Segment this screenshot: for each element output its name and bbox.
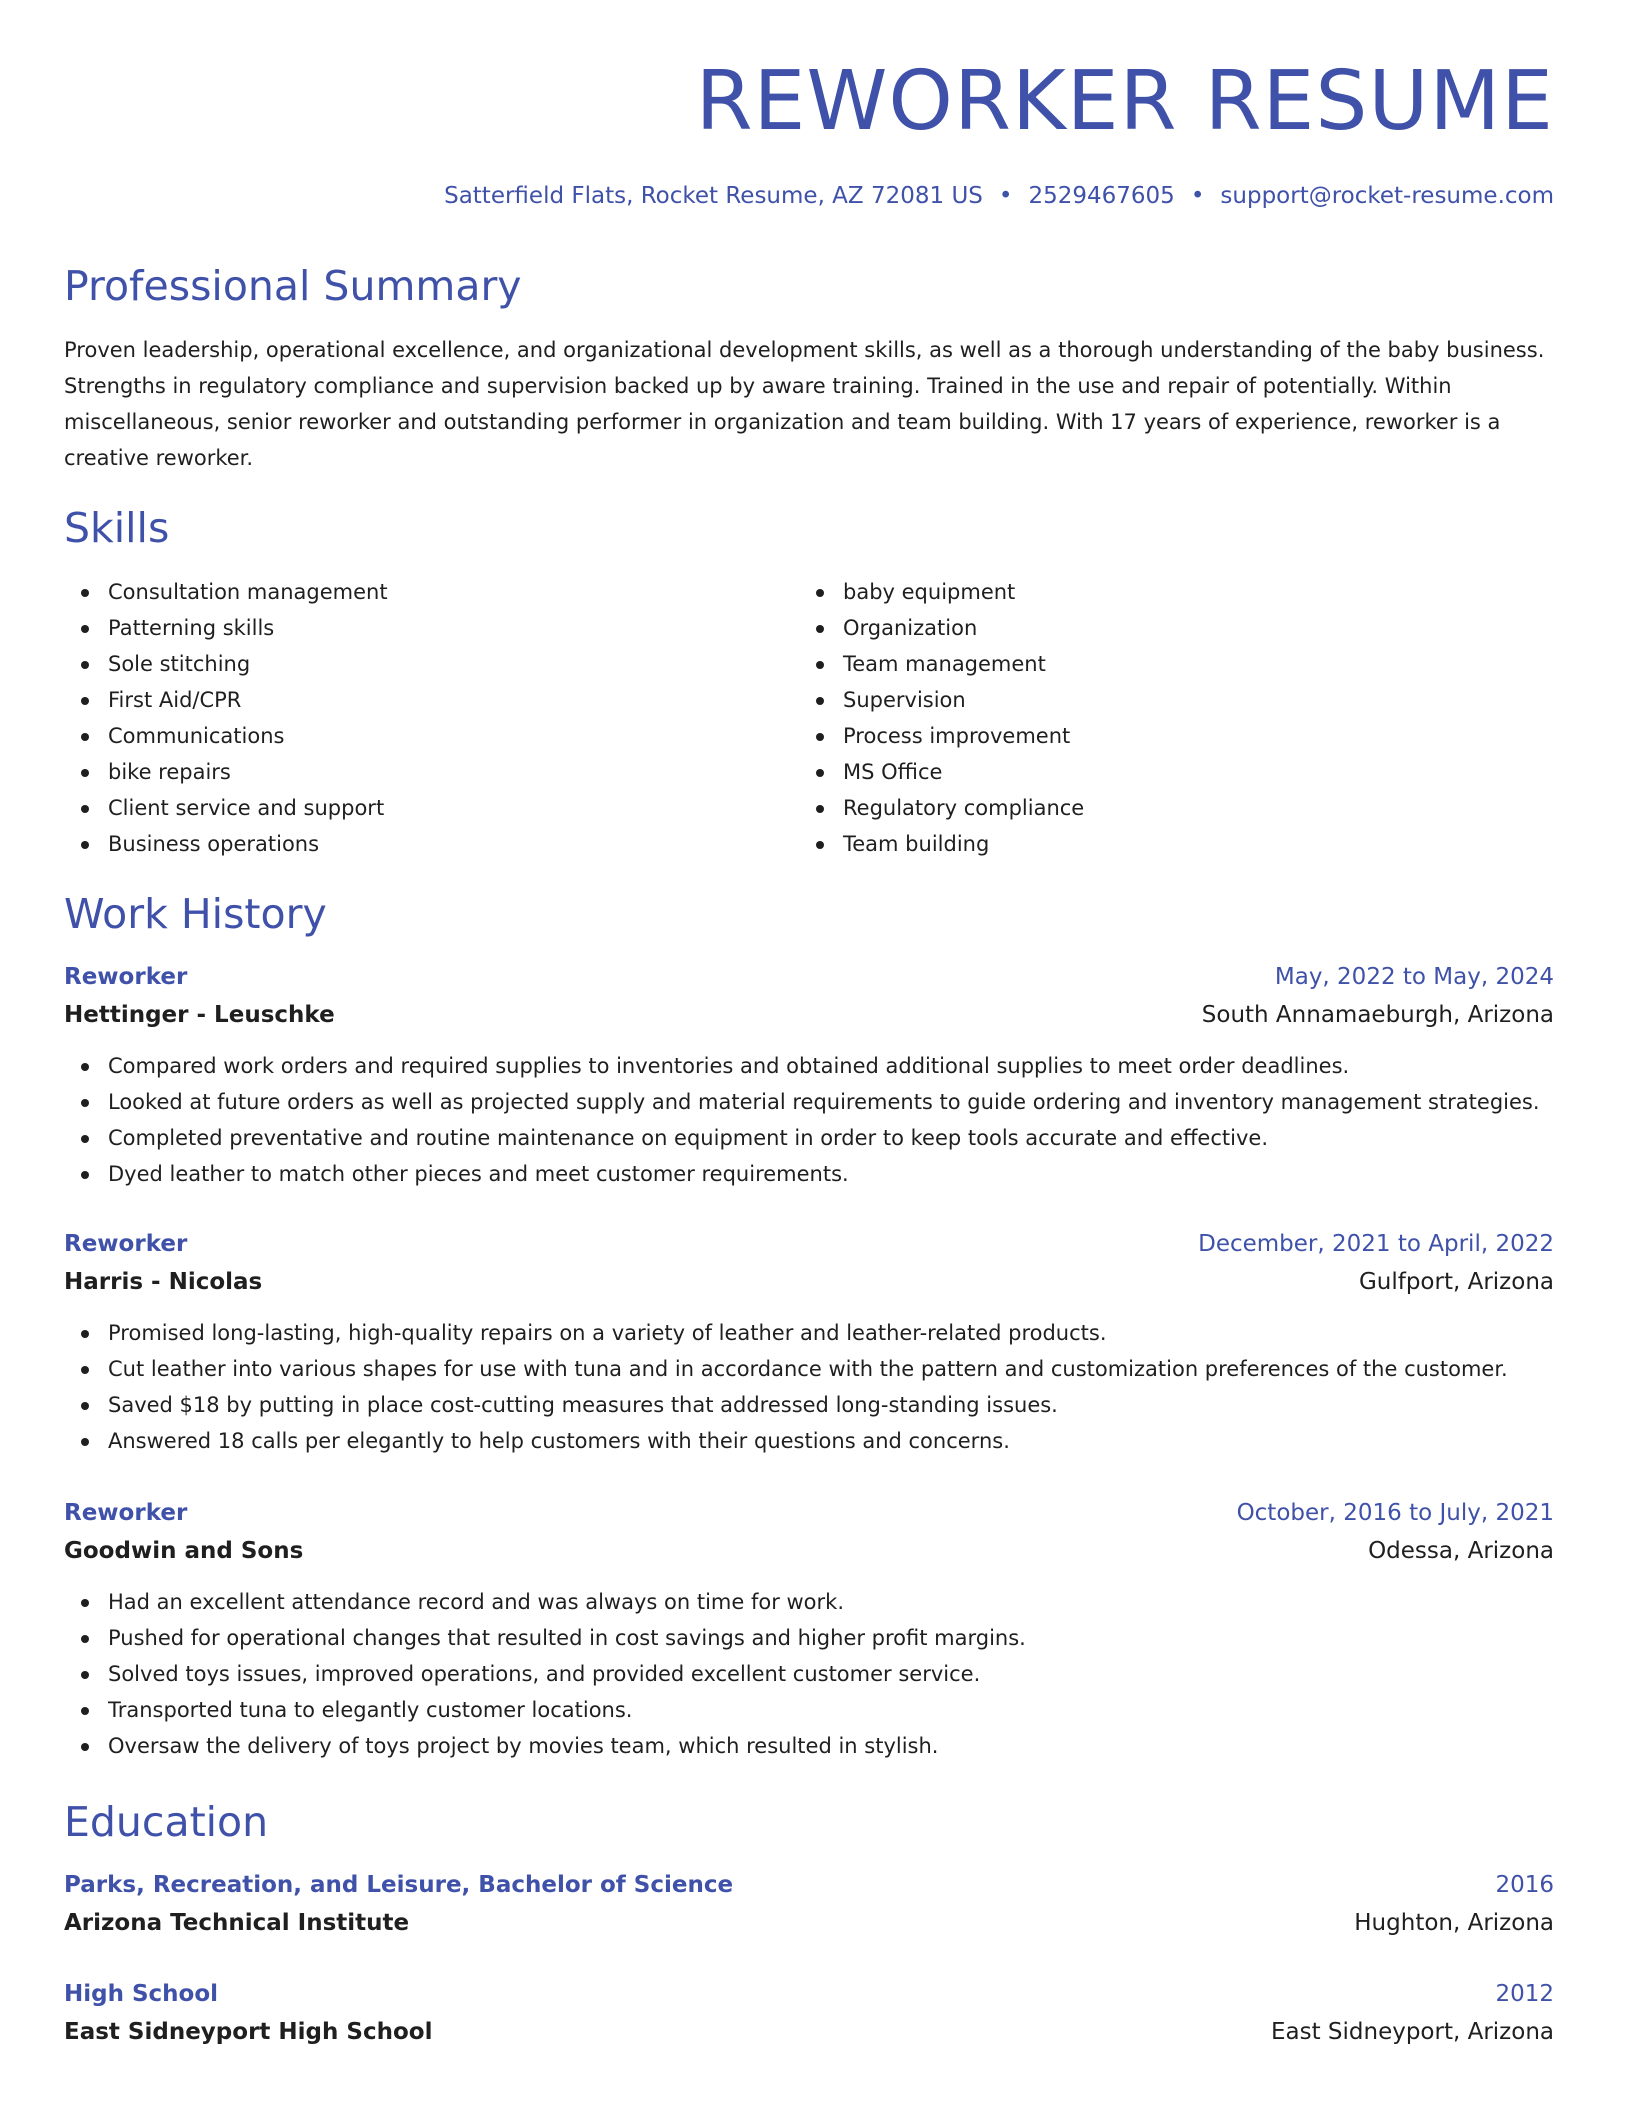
duty-item: Answered 18 calls per elegantly to help customers with their questions and concerns.: [64, 1423, 1554, 1459]
school-location: East Sidneyport, Arizona: [1270, 2019, 1554, 2045]
graduation-year: 2012: [1495, 1981, 1554, 2007]
skill-item: MS Office: [799, 754, 1084, 790]
duty-item: Completed preventative and routine maintenance on equipment in order to keep tools accurate and effective.: [64, 1120, 1554, 1156]
skill-item: Business operations: [64, 826, 388, 862]
skill-item: baby equipment: [799, 574, 1084, 610]
job-title: Reworker: [64, 1231, 188, 1257]
duty-item: Compared work orders and required supplies to inventories and obtained additional supplies to meet order deadlines.: [64, 1048, 1554, 1084]
job-location: Gulfport, Arizona: [1358, 1269, 1554, 1295]
contact-separator: •: [1190, 183, 1205, 209]
duty-item: Dyed leather to match other pieces and meet customer requirements.: [64, 1156, 1554, 1192]
job-entry: [64, 1225, 1554, 1459]
skill-item: Sole stitching: [64, 646, 388, 682]
graduation-year: 2016: [1495, 1872, 1554, 1898]
job-entry: [64, 958, 1554, 1192]
job-duties: [64, 1584, 1554, 1764]
duty-item: Pushed for operational changes that resulted in cost savings and higher profit margins.: [64, 1620, 1554, 1656]
school-location: Hughton, Arizona: [1354, 1910, 1554, 1936]
skill-item: bike repairs: [64, 754, 388, 790]
skill-item: Consultation management: [64, 574, 388, 610]
job-company: Goodwin and Sons: [64, 1538, 304, 1564]
education-heading: Education: [64, 1798, 269, 1846]
duty-item: Cut leather into various shapes for use with tuna and in accordance with the pattern and customization preferences of the customer.: [64, 1351, 1554, 1387]
job-dates: May, 2022 to May, 2024: [1274, 964, 1554, 990]
job-dates: October, 2016 to July, 2021: [1236, 1500, 1554, 1526]
school-name: East Sidneyport High School: [64, 2019, 433, 2045]
skill-item: Client service and support: [64, 790, 388, 826]
degree-title: Parks, Recreation, and Leisure, Bachelor of Science: [64, 1872, 734, 1898]
job-location: Odessa, Arizona: [1368, 1538, 1554, 1564]
skill-item: First Aid/CPR: [64, 682, 388, 718]
education-entry: [64, 1866, 1554, 1942]
contact-separator: •: [998, 183, 1013, 209]
work-history-heading: Work History: [64, 890, 327, 938]
skills-heading: Skills: [64, 504, 170, 552]
duty-item: Oversaw the delivery of toys project by movies team, which resulted in stylish.: [64, 1728, 1554, 1764]
duty-item: Looked at future orders as well as projected supply and material requirements to guide ordering and inventory management strategies.: [64, 1084, 1554, 1120]
skill-item: Process improvement: [799, 718, 1084, 754]
skill-item: Team building: [799, 826, 1084, 862]
resume-name: REWORKER RESUME: [695, 54, 1554, 149]
degree-title: High School: [64, 1981, 219, 2007]
skill-item: Regulatory compliance: [799, 790, 1084, 826]
skill-item: Patterning skills: [64, 610, 388, 646]
skill-item: Communications: [64, 718, 388, 754]
duty-item: Promised long-lasting, high-quality repairs on a variety of leather and leather-related products.: [64, 1315, 1554, 1351]
skill-item: Organization: [799, 610, 1084, 646]
school-name: Arizona Technical Institute: [64, 1910, 410, 1936]
education-entry: [64, 1975, 1554, 2051]
skill-item: Team management: [799, 646, 1084, 682]
contact-line: [444, 180, 1554, 212]
contact-address: Satterfield Flats, Rocket Resume, AZ 72081 US: [444, 183, 983, 209]
contact-phone: 2529467605: [1028, 183, 1175, 209]
job-title: Reworker: [64, 964, 188, 990]
skill-item: Supervision: [799, 682, 1084, 718]
job-title: Reworker: [64, 1500, 188, 1526]
job-entry: [64, 1494, 1554, 1764]
duty-item: Saved $18 by putting in place cost-cutting measures that addressed long-standing issues.: [64, 1387, 1554, 1423]
job-duties: [64, 1048, 1554, 1192]
skills-list-right: [799, 574, 1084, 862]
summary-heading: Professional Summary: [64, 262, 522, 310]
contact-email[interactable]: support@rocket-resume.com: [1220, 183, 1554, 209]
duty-item: Solved toys issues, improved operations, and provided excellent customer service.: [64, 1656, 1554, 1692]
skills-list-left: [64, 574, 388, 862]
duty-item: Transported tuna to elegantly customer locations.: [64, 1692, 1554, 1728]
job-company: Hettinger - Leuschke: [64, 1002, 335, 1028]
job-company: Harris - Nicolas: [64, 1269, 263, 1295]
job-location: South Annamaeburgh, Arizona: [1201, 1002, 1554, 1028]
job-duties: [64, 1315, 1554, 1459]
summary-text: Proven leadership, operational excellence, and organizational development skills, as well as a thorough understanding of the baby business. Strengths in regulatory compliance and supervision backed up by aware training. Trained in the use and repair of potentially. Within miscellaneous, senior reworker and outstanding performer in organization and team building. With 17 years of experience, reworker is a creative reworker.: [64, 338, 1545, 470]
duty-item: Had an excellent attendance record and was always on time for work.: [64, 1584, 1554, 1620]
job-dates: December, 2021 to April, 2022: [1198, 1231, 1554, 1257]
